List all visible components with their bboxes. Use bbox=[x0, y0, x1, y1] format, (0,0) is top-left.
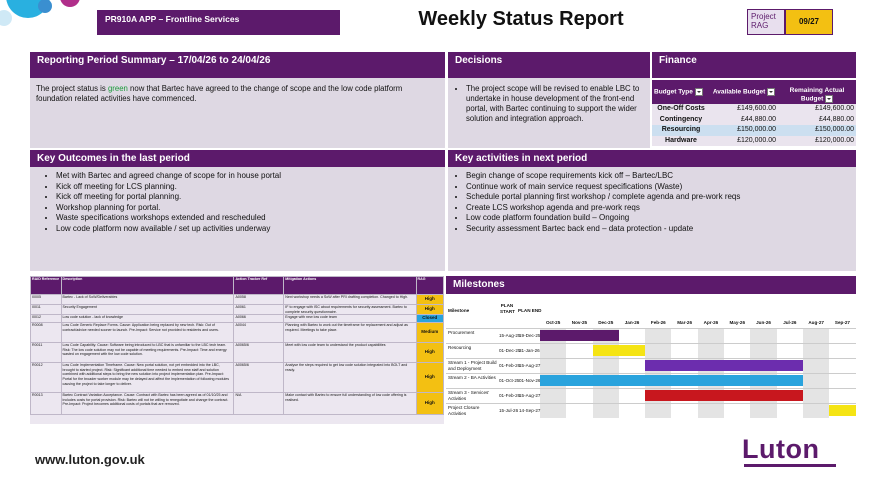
raid-desc: Low code solution - lack of knowledge bbox=[61, 315, 234, 323]
raid-mitigation: Make contact with Bartec to ensure full understanding of low code offering is realised. bbox=[284, 393, 416, 415]
gantt-bar bbox=[540, 330, 619, 341]
raid-header-row bbox=[31, 277, 444, 295]
raid-mitigation: Meet with low code team to understand the product capabilities bbox=[284, 343, 416, 363]
gantt-task-name: Stream 3 - Services' Activities bbox=[448, 390, 490, 401]
gantt-bar bbox=[540, 375, 803, 386]
table-row bbox=[31, 315, 444, 323]
gantt-month-label: Sep-27 bbox=[834, 320, 850, 325]
activity-item: • Create LCS workshop agenda and pre-work reqs bbox=[466, 203, 856, 214]
outcome-item: • Kick off meeting for portal planning. bbox=[56, 192, 445, 203]
decisions-heading: Decisions bbox=[448, 52, 650, 78]
milestones-gantt bbox=[446, 294, 856, 426]
finance-available: £120,000.00 bbox=[710, 136, 778, 147]
raid-desc: Bartec - Lack of SoW/Deliverables bbox=[61, 295, 234, 305]
finance-remaining: £120,000.00 bbox=[778, 136, 856, 147]
raid-tracker: A0066 bbox=[234, 315, 284, 323]
raid-rag: Closed bbox=[416, 315, 443, 323]
raid-desc: Low Code Capability. Cause: Software being introduced to LBC that is unfamiliar to the LBC tech team. Risk: The low code solution may not be capable of meeting requirements. Pre-Impact: Time and energy wasted on engagement with the low code solution. bbox=[61, 343, 234, 363]
finance-col-available: Available Budget bbox=[710, 80, 778, 104]
gantt-task-start: 15-Jul-26 bbox=[499, 408, 519, 413]
gantt-task-name: Project Closure Activities bbox=[448, 405, 480, 416]
activity-item: • Begin change of scope requirements kick off – Bartec/LBC bbox=[466, 171, 856, 182]
gantt-month-label: Apr-26 bbox=[703, 320, 719, 325]
gantt-month-label: Jan-26 bbox=[624, 320, 640, 325]
gantt-month-label: Jul-26 bbox=[783, 320, 797, 325]
finance-available: £149,600.00 bbox=[710, 104, 778, 115]
gantt-task-name: Stream 1 - Project Build and Deployment bbox=[448, 360, 497, 371]
gantt-task-start: 01-Dec-25 bbox=[499, 348, 521, 353]
finance-available: £44,880.00 bbox=[710, 115, 778, 126]
gantt-task-end: 15-Aug-27 bbox=[519, 393, 541, 398]
filter-dropdown-icon[interactable] bbox=[825, 95, 833, 103]
raid-col-desc: Description bbox=[61, 277, 234, 295]
finance-row bbox=[652, 125, 856, 136]
gantt-task-start: 01-Feb-26 bbox=[499, 363, 521, 368]
raid-tracker: A0061 bbox=[234, 305, 284, 315]
gantt-bar bbox=[645, 390, 803, 401]
gantt-task-name: Stream 2 - BA Activities bbox=[448, 375, 496, 380]
raid-desc: Bartec Contract Variation Acceptance. Cause: Contract with Bartec has been agreed as of 01/10/25 and includes costs for portal provision. Risk: Bartec will not be willing to renegotiate and change the contract. Pre-Impact: Project becomes additional costs of portals that are removed. bbox=[61, 393, 234, 415]
gantt-month-label: May-26 bbox=[729, 320, 746, 325]
finance-available: £150,000.00 bbox=[710, 125, 778, 136]
filter-dropdown-icon[interactable] bbox=[695, 88, 703, 96]
gantt-month-label: Dec-25 bbox=[598, 320, 614, 325]
raid-ref: R0012 bbox=[31, 363, 62, 393]
gantt-month-label: Feb-26 bbox=[650, 320, 666, 325]
raid-rag: Medium bbox=[416, 323, 443, 343]
outcome-item: • Met with Bartec and agreed change of scope for in house portal bbox=[56, 171, 445, 182]
gantt-task-end: 31-Jan-26 bbox=[519, 348, 540, 353]
table-row bbox=[31, 323, 444, 343]
gantt-task-end: 01-Nov-26 bbox=[519, 378, 541, 383]
raid-tracker: A0044 bbox=[234, 323, 284, 343]
table-row bbox=[31, 295, 444, 305]
finance-row bbox=[652, 136, 856, 147]
table-row bbox=[31, 363, 444, 393]
outcome-item: • Workshop planning for portal. bbox=[56, 203, 445, 214]
table-row bbox=[31, 393, 444, 415]
filter-dropdown-icon[interactable] bbox=[767, 88, 775, 96]
raid-rag: High bbox=[416, 295, 443, 305]
gantt-month-label: Jun-26 bbox=[756, 320, 771, 325]
outcome-item: • Waste specifications workshops extended and rescheduled bbox=[56, 213, 445, 224]
finance-type: Hardware bbox=[652, 136, 710, 147]
raid-tracker: A0065/6 bbox=[234, 363, 284, 393]
page-title: Weekly Status Report bbox=[418, 8, 624, 30]
outcome-item: • Kick off meeting for LCS planning. bbox=[56, 182, 445, 193]
finance-row bbox=[652, 104, 856, 115]
outcomes-heading: Key Outcomes in the last period bbox=[30, 150, 445, 167]
finance-panel bbox=[652, 78, 856, 148]
table-row bbox=[31, 343, 444, 363]
gantt-task-name: Resourcing bbox=[448, 345, 472, 350]
finance-col-budget-type: Budget Type bbox=[652, 80, 710, 104]
project-rag-value: 09/27 bbox=[785, 9, 833, 35]
raid-desc: Low Code Generic Replace Forms. Cause: Application being replaced by new tech. Risk: Out of contract/advice needed sooner to launch. Pre-Impact: Service not provided to residents and users. bbox=[61, 323, 234, 343]
gantt-month-label: Oct-25 bbox=[545, 320, 561, 325]
outcome-item: • Low code platform now available / set up activities underway bbox=[56, 224, 445, 235]
summary-text-before: The project status is bbox=[36, 84, 108, 93]
footer-url[interactable]: www.luton.gov.uk bbox=[35, 452, 145, 467]
finance-type: Contingency bbox=[652, 115, 710, 126]
finance-type: One-Off Costs bbox=[652, 104, 710, 115]
raid-mitigation: Engage with new low code team bbox=[284, 315, 416, 323]
gantt-month-label: Nov-25 bbox=[571, 320, 588, 325]
finance-type: Resourcing bbox=[652, 125, 710, 136]
gantt-task-start: 15-Aug-25 bbox=[499, 333, 521, 338]
finance-remaining: £150,000.00 bbox=[778, 125, 856, 136]
finance-col-remaining: Remaining Actual Budget bbox=[778, 80, 856, 104]
raid-rag: High bbox=[416, 393, 443, 415]
gantt-task-end: 14-Sep-27 bbox=[519, 408, 541, 413]
logo-underline bbox=[744, 464, 836, 467]
milestones-heading: Milestones bbox=[446, 276, 856, 294]
raid-col-mitigation: Mitigation Actions bbox=[284, 277, 416, 295]
summary-text-after: now that Bartec have agreed to the change of scope and the low code platform foundation related activities have commenced. bbox=[36, 84, 403, 103]
activity-item: • Low code platform foundation build – Ongoing bbox=[466, 213, 856, 224]
decision-item: • The project scope will be revised to enable LBC to undertake in house development of the front-end portal, with Bartec continuing to support the wider solution and integration approach. bbox=[466, 84, 646, 124]
gantt-bar bbox=[593, 345, 646, 356]
gantt-task-start: 01-Oct-25 bbox=[499, 378, 520, 383]
raid-rag: High bbox=[416, 343, 443, 363]
finance-table bbox=[652, 80, 856, 146]
raid-ref: I0012 bbox=[31, 315, 62, 323]
raid-grid bbox=[30, 276, 444, 415]
gantt-month-label: Mar-26 bbox=[677, 320, 693, 325]
raid-ref: I0011 bbox=[31, 305, 62, 315]
activities-heading: Key activities in next period bbox=[448, 150, 856, 167]
raid-tracker: A0058 bbox=[234, 295, 284, 305]
outcomes-panel bbox=[30, 167, 445, 271]
summary-panel bbox=[30, 78, 445, 148]
activities-panel bbox=[448, 167, 856, 271]
table-row bbox=[31, 305, 444, 315]
raid-ref: I0005 bbox=[31, 295, 62, 305]
gantt-bar bbox=[645, 360, 803, 371]
raid-col-rag: RAG bbox=[416, 277, 443, 295]
raid-mitigation: Planning with Bartec to work out the timeframe for replacement and adjust as required. Meetings to take place. bbox=[284, 323, 416, 343]
raid-ref: R0008 bbox=[31, 323, 62, 343]
gantt-task-end: 19-Dec-25 bbox=[519, 333, 541, 338]
gantt-task-name: Procurement bbox=[448, 330, 475, 335]
gantt-month-label: Aug-27 bbox=[808, 320, 824, 325]
raid-desc: Security Engagement bbox=[61, 305, 234, 315]
raid-desc: Low Code Implementation Timeframe. Cause: New portal solution, not yet embedded into the LBC, brought to started project. Risk: Significant additional time needed to embed new staff and solution combined with additional steps to bring the new solution into project implementation plan. Pre-Impact: Portal for the broader worker module may be delayed and affect the implementation of following modules causing the project to take longer to deliver. bbox=[61, 363, 234, 393]
raid-rag: High bbox=[416, 363, 443, 393]
raid-tracker: A0065/6 bbox=[234, 343, 284, 363]
app-label: PR910A APP – Frontline Services bbox=[97, 10, 340, 35]
decisions-panel bbox=[448, 78, 650, 148]
gantt-task-end: 15-Aug-27 bbox=[519, 363, 541, 368]
raid-tracker: N/A bbox=[234, 393, 284, 415]
raid-ref: R0013 bbox=[31, 393, 62, 415]
gantt-col-start: PLAN START bbox=[500, 303, 515, 314]
activity-item: • Continue work of main service request specifications (Waste) bbox=[466, 182, 856, 193]
gantt-task-start: 01-Feb-26 bbox=[499, 393, 521, 398]
raid-mitigation: IF to engage with ISC about requirements for security assessment. Bartec to complete security questionnaire. bbox=[284, 305, 416, 315]
raid-ref: R0011 bbox=[31, 343, 62, 363]
raid-rag: High bbox=[416, 305, 443, 315]
finance-row bbox=[652, 115, 856, 126]
raid-col-tracker: Action Tracker Ref bbox=[234, 277, 284, 295]
gantt-bar bbox=[829, 405, 855, 416]
gantt-col-end: PLAN END bbox=[518, 308, 542, 313]
finance-remaining: £44,880.00 bbox=[778, 115, 856, 126]
activity-item: • Security assessment Bartec back end – data protection - update bbox=[466, 224, 856, 235]
activity-item: • Schedule portal planning first workshop / complete agenda and pre-work reqs bbox=[466, 192, 856, 203]
summary-status: green bbox=[107, 84, 128, 93]
finance-heading: Finance bbox=[652, 52, 856, 78]
finance-remaining: £149,600.00 bbox=[778, 104, 856, 115]
raid-mitigation: Analyse the steps required to get low code solution integrated into BOLT and ready. bbox=[284, 363, 416, 393]
raid-col-ref: RAID Reference bbox=[31, 277, 62, 295]
decorative-corner-dots bbox=[0, 0, 80, 36]
summary-heading: Reporting Period Summary – 17/04/26 to 24/04/26 bbox=[30, 52, 445, 78]
project-rag-label: Project RAG bbox=[747, 9, 785, 35]
gantt-col-milestone: Milestone bbox=[448, 308, 470, 313]
luton-logo: Luton bbox=[742, 434, 820, 464]
raid-mitigation: Next workshop needs a SoW after PRI drafting completion. Changed to High. bbox=[284, 295, 416, 305]
raid-table bbox=[30, 276, 444, 424]
